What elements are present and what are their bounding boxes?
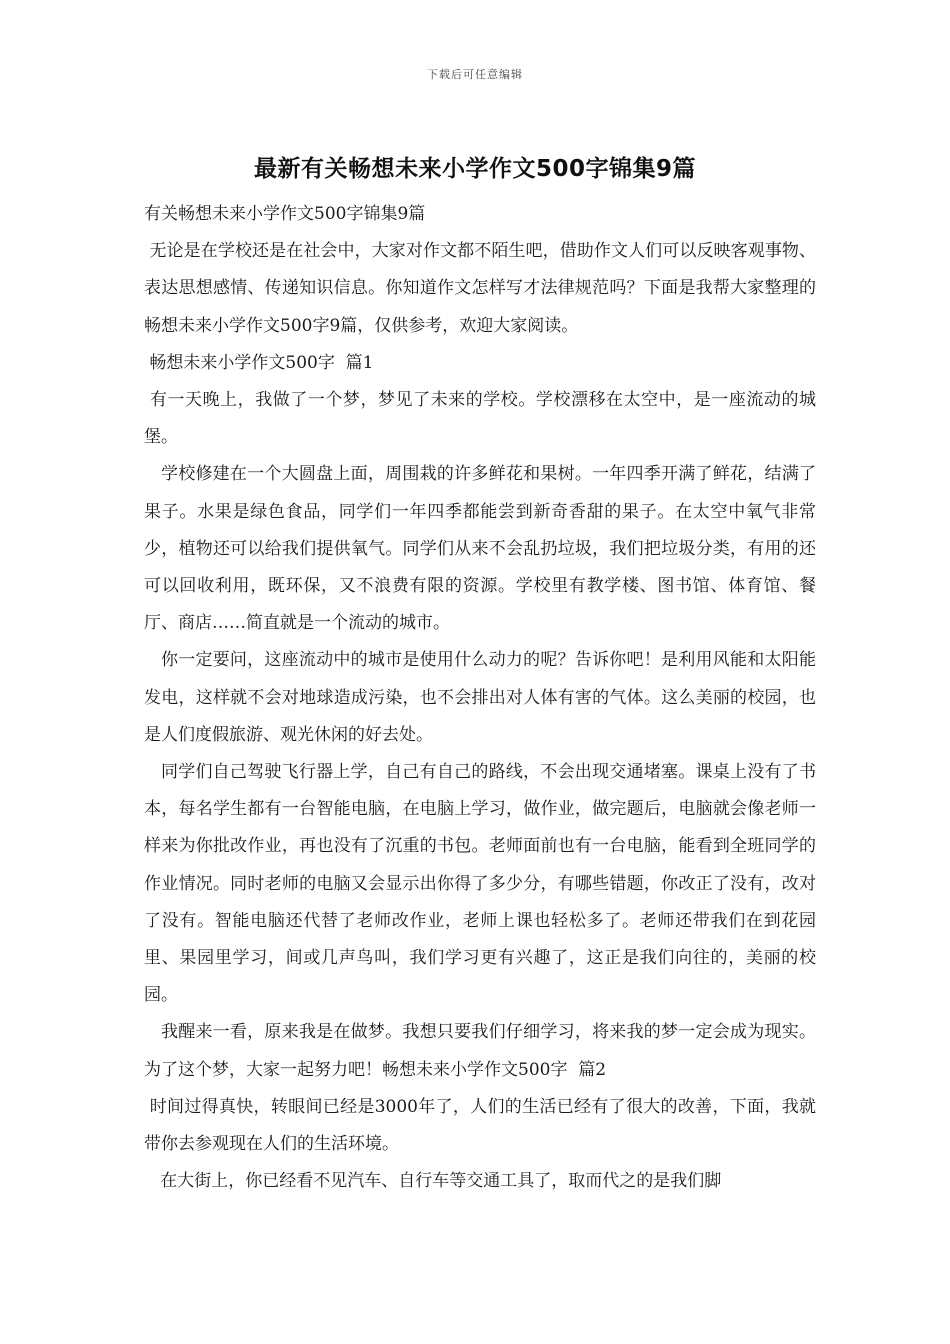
paragraph: 有一天晚上，我做了一个梦，梦见了未来的学校。学校漂移在太空中，是一座流动的城堡。 (144, 390, 817, 448)
paragraph: 时间过得真快，转眼间已经是3000年了，人们的生活已经有了很大的改善，下面，我就带你去参观现在人们的生活环境。 (144, 1096, 817, 1155)
intro-paragraph: 无论是在学校还是在社会中，大家对作文都不陌生吧，借助作文人们可以反映客观事物、表达思想感情、传递知识信息。你知道作文怎样写才法律规范吗？下面是我帮大家整理的畅想未来小学作文500字9篇，仅供参考，欢迎大家阅读。 (144, 241, 816, 336)
subtitle-paragraph: 有关畅想未来小学作文500字锦集9篇 (144, 204, 426, 224)
document-title: 最新有关畅想未来小学作文500字锦集9篇 (253, 156, 696, 182)
paragraph: 在大街上，你已经看不见汽车、自行车等交通工具了，取而代之的是我们脚 (144, 1171, 722, 1192)
paragraph: 学校修建在一个大圆盘上面，周围栽的许多鲜花和果树。一年四季开满了鲜花，结满了果子。水果是绿色食品，同学们一年四季都能尝到新奇香甜的果子。在太空中氧气非常少，植物还可以给我们提供氧气。同学们从来不会乱扔垃圾，我们把垃圾分类，有用的还可以回收利用，既环保，又不浪费有限的资源。学校里有教学楼、图书馆、体育馆、餐厅、商店……简直就是一个流动的城市。 (144, 464, 816, 634)
header-note: 下载后可任意编辑 (427, 68, 523, 81)
paragraph: 同学们自己驾驶飞行器上学，自己有自己的路线，不会出现交通堵塞。课桌上没有了书本，每名学生都有一台智能电脑，在电脑上学习，做作业，做完题后，电脑就会像老师一样来为你批改作业，再也没有了沉重的书包。老师面前也有一台电脑，能看到全班同学的作业情况。同时老师的电脑又会显示出你得了多少分，有哪些错题，你改正了没有，改对了没有。智能电脑还代替了老师改作业，老师上课也轻松多了。老师还带我们在到花园里、果园里学习，间或几声鸟叫，我们学习更有兴趣了，这正是我们向往的，美丽的校园。 (144, 762, 816, 1006)
paragraph: 我醒来一看，原来我是在做梦。我想只要我们仔细学习，将来我的梦一定会成为现实。为了这个梦，大家一起努力吧！畅想未来小学作文500字 篇2 (144, 1022, 816, 1080)
paragraph: 你一定要问，这座流动中的城市是使用什么动力的呢？告诉你吧！是利用风能和太阳能发电，这样就不会对地球造成污染，也不会排出对人体有害的气体。这么美丽的校园，也是人们度假旅游、观光休闲的好去处。 (144, 650, 816, 745)
section-heading-1: 畅想未来小学作文500字 篇1 (144, 352, 374, 373)
document-body (144, 196, 816, 1200)
